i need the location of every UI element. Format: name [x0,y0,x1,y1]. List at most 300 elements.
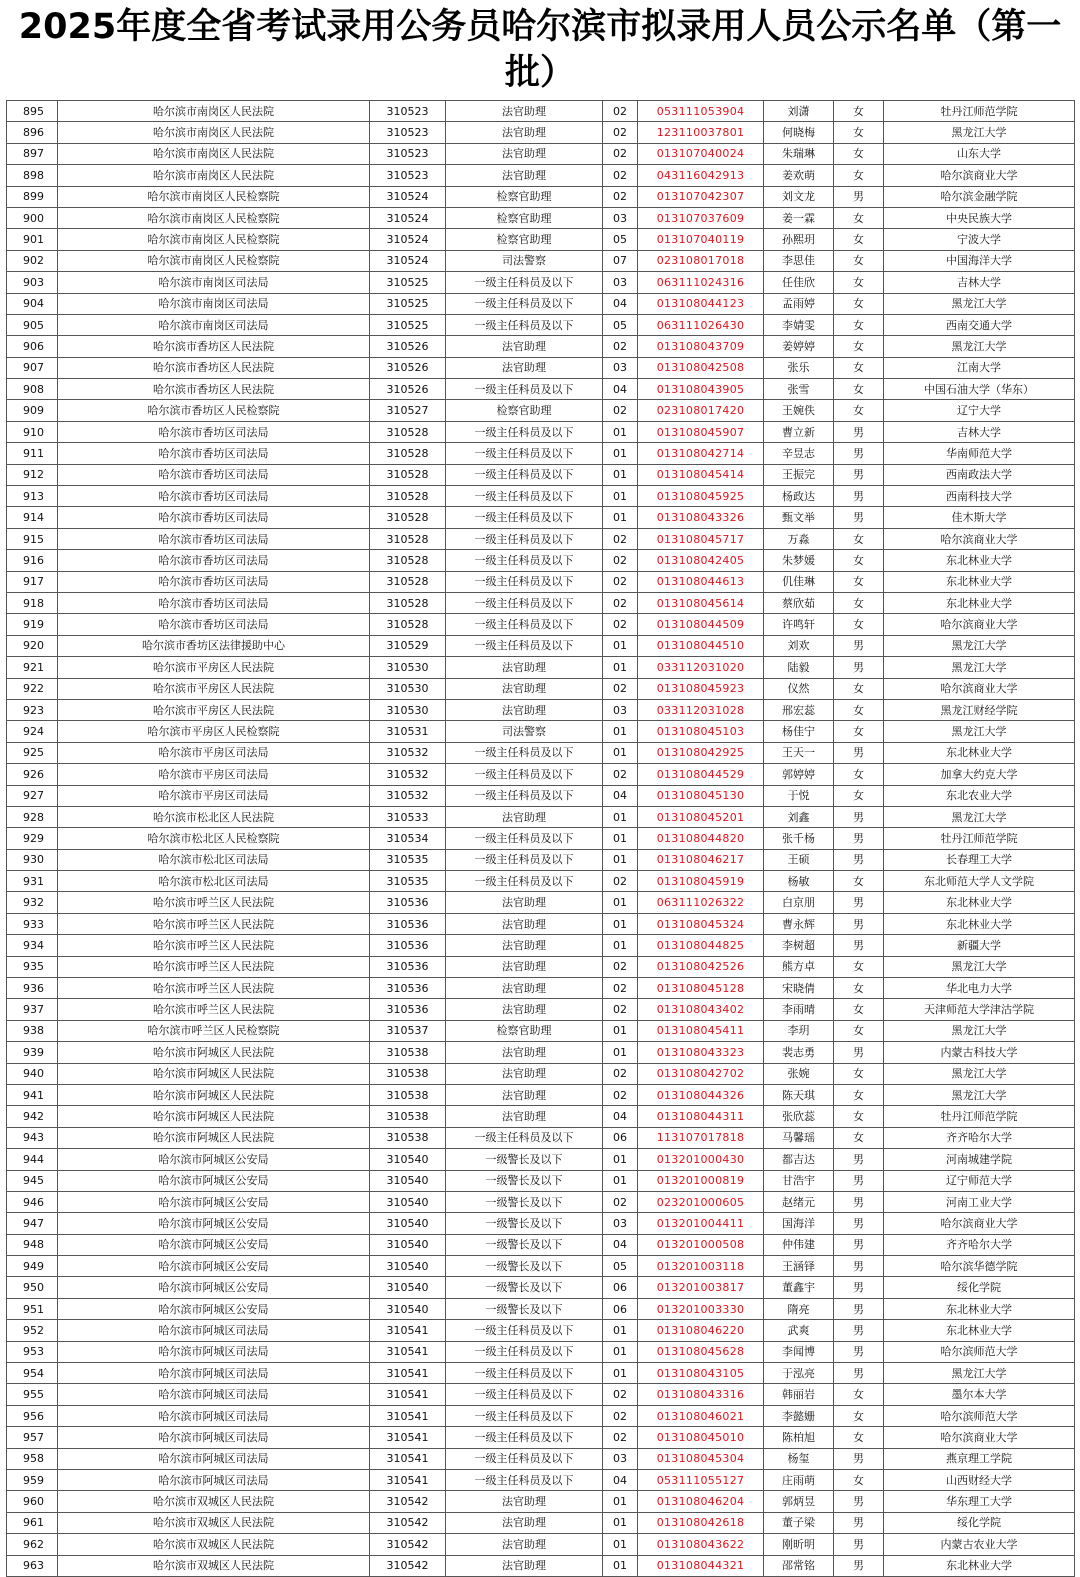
cell-quota: 02 [603,1427,638,1448]
table-row [7,1084,1075,1105]
cell-quota: 06 [603,1298,638,1319]
cell-index: 943 [7,1127,58,1148]
cell-position-code: 310528 [370,592,446,613]
cell-ticket-number: 013108043402 [638,999,764,1020]
cell-school: 吉林大学 [884,421,1075,442]
cell-school: 吉林大学 [884,272,1075,293]
cell-gender: 女 [834,143,884,164]
cell-index: 941 [7,1084,58,1105]
cell-quota: 01 [603,828,638,849]
cell-quota: 02 [603,678,638,699]
cell-index: 931 [7,871,58,892]
cell-ticket-number: 013201003330 [638,1298,764,1319]
cell-index: 948 [7,1234,58,1255]
cell-quota: 01 [603,1149,638,1170]
cell-school: 西南交通大学 [884,314,1075,335]
cell-school: 华北电力大学 [884,978,1075,999]
table-row [7,1234,1075,1255]
cell-position-code: 310528 [370,550,446,571]
cell-ticket-number: 113107017818 [638,1127,764,1148]
cell-index: 923 [7,699,58,720]
cell-position-name: 一级主任科员及以下 [446,293,603,314]
cell-ticket-number: 023108017420 [638,400,764,421]
cell-gender: 女 [834,956,884,977]
table-row [7,528,1075,549]
cell-ticket-number: 013108043709 [638,336,764,357]
cell-ticket-number: 013108046021 [638,1405,764,1426]
cell-index: 958 [7,1448,58,1469]
cell-ticket-number: 013107040024 [638,143,764,164]
cell-quota: 01 [603,721,638,742]
cell-ticket-number: 013107040119 [638,229,764,250]
cell-gender: 男 [834,1298,884,1319]
cell-gender: 女 [834,1063,884,1084]
cell-position-name: 一级主任科员及以下 [446,1320,603,1341]
cell-index: 932 [7,892,58,913]
cell-agency: 哈尔滨市南岗区人民法院 [58,143,370,164]
cell-gender: 女 [834,357,884,378]
cell-agency: 哈尔滨市阿城区公安局 [58,1191,370,1212]
cell-name: 杨政达 [764,486,834,507]
cell-agency: 哈尔滨市阿城区公安局 [58,1298,370,1319]
cell-position-name: 法官助理 [446,678,603,699]
cell-ticket-number: 013201000508 [638,1234,764,1255]
cell-school: 燕京理工学院 [884,1448,1075,1469]
cell-index: 916 [7,550,58,571]
cell-name: 刘文龙 [764,186,834,207]
cell-gender: 女 [834,1020,884,1041]
cell-index: 933 [7,913,58,934]
cell-school: 黑龙江大学 [884,1020,1075,1041]
cell-agency: 哈尔滨市阿城区人民法院 [58,1084,370,1105]
cell-quota: 01 [603,806,638,827]
cell-agency: 哈尔滨市平房区人民检察院 [58,721,370,742]
cell-position-code: 310540 [370,1213,446,1234]
cell-index: 905 [7,314,58,335]
cell-ticket-number: 013108045925 [638,486,764,507]
cell-name: 张欣蕊 [764,1106,834,1127]
cell-position-code: 310536 [370,892,446,913]
cell-position-name: 法官助理 [446,1491,603,1512]
cell-index: 957 [7,1427,58,1448]
cell-index: 904 [7,293,58,314]
cell-position-name: 司法警察 [446,250,603,271]
cell-gender: 女 [834,678,884,699]
cell-ticket-number: 013108042714 [638,443,764,464]
cell-agency: 哈尔滨市松北区人民法院 [58,806,370,827]
cell-ticket-number: 013108045201 [638,806,764,827]
cell-position-code: 310540 [370,1277,446,1298]
cell-index: 938 [7,1020,58,1041]
cell-gender: 男 [834,935,884,956]
cell-ticket-number: 013108045128 [638,978,764,999]
cell-ticket-number: 013108046220 [638,1320,764,1341]
cell-quota: 02 [603,1384,638,1405]
cell-quota: 04 [603,1470,638,1491]
cell-quota: 02 [603,122,638,143]
cell-ticket-number: 013108045919 [638,871,764,892]
cell-position-code: 310541 [370,1470,446,1491]
cell-index: 914 [7,507,58,528]
cell-agency: 哈尔滨市香坊区司法局 [58,550,370,571]
cell-position-code: 310524 [370,229,446,250]
cell-agency: 哈尔滨市双城区人民法院 [58,1491,370,1512]
cell-agency: 哈尔滨市呼兰区人民法院 [58,935,370,956]
cell-quota: 01 [603,913,638,934]
table-row [7,207,1075,228]
cell-position-code: 310530 [370,657,446,678]
cell-gender: 男 [834,1555,884,1576]
cell-agency: 哈尔滨市阿城区公安局 [58,1213,370,1234]
cell-name: 李雨晴 [764,999,834,1020]
cell-gender: 女 [834,293,884,314]
cell-school: 辽宁大学 [884,400,1075,421]
cell-index: 947 [7,1213,58,1234]
cell-position-name: 法官助理 [446,1534,603,1555]
cell-quota: 02 [603,978,638,999]
cell-name: 陈柏旭 [764,1427,834,1448]
cell-ticket-number: 013108044825 [638,935,764,956]
cell-agency: 哈尔滨市平房区人民法院 [58,678,370,699]
cell-gender: 男 [834,1277,884,1298]
cell-name: 李玥 [764,1020,834,1041]
cell-position-name: 一级主任科员及以下 [446,571,603,592]
cell-agency: 哈尔滨市香坊区司法局 [58,507,370,528]
cell-position-name: 法官助理 [446,892,603,913]
cell-index: 900 [7,207,58,228]
cell-gender: 女 [834,379,884,400]
cell-gender: 男 [834,1341,884,1362]
cell-position-code: 310526 [370,357,446,378]
cell-gender: 男 [834,913,884,934]
cell-index: 915 [7,528,58,549]
cell-position-name: 一级主任科员及以下 [446,614,603,635]
cell-name: 仪然 [764,678,834,699]
cell-index: 963 [7,1555,58,1576]
cell-gender: 男 [834,443,884,464]
cell-index: 960 [7,1491,58,1512]
cell-index: 926 [7,764,58,785]
cell-school: 哈尔滨商业大学 [884,528,1075,549]
table-row [7,186,1075,207]
cell-school: 哈尔滨金融学院 [884,186,1075,207]
cell-position-code: 310541 [370,1448,446,1469]
cell-ticket-number: 013108044510 [638,635,764,656]
cell-school: 佳木斯大学 [884,507,1075,528]
cell-agency: 哈尔滨市阿城区司法局 [58,1363,370,1384]
table-row [7,935,1075,956]
cell-position-code: 310531 [370,721,446,742]
cell-quota: 01 [603,1512,638,1533]
cell-ticket-number: 013201004411 [638,1213,764,1234]
cell-gender: 女 [834,1106,884,1127]
cell-gender: 男 [834,1213,884,1234]
cell-name: 朱瑞琳 [764,143,834,164]
cell-position-name: 法官助理 [446,1106,603,1127]
cell-position-name: 一级主任科员及以下 [446,635,603,656]
cell-quota: 01 [603,464,638,485]
cell-name: 邵常铭 [764,1555,834,1576]
cell-position-name: 法官助理 [446,1042,603,1063]
cell-position-code: 310536 [370,913,446,934]
cell-name: 李婧雯 [764,314,834,335]
cell-name: 武爽 [764,1320,834,1341]
cell-agency: 哈尔滨市阿城区公安局 [58,1234,370,1255]
cell-ticket-number: 023201000605 [638,1191,764,1212]
cell-agency: 哈尔滨市平房区人民法院 [58,657,370,678]
cell-position-name: 法官助理 [446,101,603,122]
cell-index: 961 [7,1512,58,1533]
cell-position-code: 310538 [370,1042,446,1063]
cell-index: 936 [7,978,58,999]
cell-position-code: 310541 [370,1427,446,1448]
cell-name: 于泓亮 [764,1363,834,1384]
cell-index: 899 [7,186,58,207]
cell-index: 917 [7,571,58,592]
table-row [7,1448,1075,1469]
cell-position-code: 310541 [370,1320,446,1341]
cell-name: 都吉达 [764,1149,834,1170]
cell-position-code: 310530 [370,699,446,720]
cell-index: 939 [7,1042,58,1063]
cell-agency: 哈尔滨市南岗区人民检察院 [58,250,370,271]
cell-school: 哈尔滨师范大学 [884,1405,1075,1426]
cell-name: 蔡欣茹 [764,592,834,613]
cell-position-code: 310535 [370,849,446,870]
cell-name: 仉佳琳 [764,571,834,592]
cell-position-name: 法官助理 [446,143,603,164]
table-row [7,1512,1075,1533]
cell-ticket-number: 013108044820 [638,828,764,849]
cell-agency: 哈尔滨市南岗区人民检察院 [58,207,370,228]
cell-position-name: 一级主任科员及以下 [446,1427,603,1448]
cell-ticket-number: 013108042925 [638,742,764,763]
table-row [7,1063,1075,1084]
cell-name: 邢宏蕊 [764,699,834,720]
cell-position-code: 310528 [370,443,446,464]
cell-school: 河南工业大学 [884,1191,1075,1212]
cell-quota: 01 [603,507,638,528]
cell-quota: 02 [603,1063,638,1084]
cell-gender: 女 [834,250,884,271]
cell-quota: 01 [603,1491,638,1512]
cell-position-name: 法官助理 [446,999,603,1020]
cell-gender: 女 [834,1405,884,1426]
cell-ticket-number: 013201000430 [638,1149,764,1170]
cell-position-code: 310524 [370,207,446,228]
cell-school: 东北林业大学 [884,1320,1075,1341]
cell-index: 934 [7,935,58,956]
cell-school: 东北农业大学 [884,785,1075,806]
cell-index: 903 [7,272,58,293]
cell-school: 东北林业大学 [884,892,1075,913]
cell-school: 牡丹江师范学院 [884,1106,1075,1127]
cell-agency: 哈尔滨市香坊区司法局 [58,528,370,549]
cell-agency: 哈尔滨市香坊区司法局 [58,486,370,507]
cell-school: 河南城建学院 [884,1149,1075,1170]
cell-gender: 女 [834,1084,884,1105]
table-row [7,122,1075,143]
cell-ticket-number: 013108043622 [638,1534,764,1555]
cell-position-code: 310528 [370,528,446,549]
cell-gender: 女 [834,1470,884,1491]
cell-position-name: 检察官助理 [446,229,603,250]
cell-school: 东北林业大学 [884,571,1075,592]
cell-quota: 04 [603,1234,638,1255]
cell-index: 953 [7,1341,58,1362]
cell-position-code: 310540 [370,1234,446,1255]
cell-quota: 05 [603,229,638,250]
cell-agency: 哈尔滨市阿城区人民法院 [58,1042,370,1063]
cell-school: 黑龙江大学 [884,336,1075,357]
cell-quota: 06 [603,1127,638,1148]
table-row [7,1149,1075,1170]
cell-school: 黑龙江财经学院 [884,699,1075,720]
cell-quota: 02 [603,956,638,977]
cell-agency: 哈尔滨市阿城区司法局 [58,1341,370,1362]
cell-name: 韩丽岩 [764,1384,834,1405]
table-row [7,101,1075,122]
cell-school: 哈尔滨商业大学 [884,1427,1075,1448]
cell-name: 裴志勇 [764,1042,834,1063]
cell-school: 黑龙江大学 [884,806,1075,827]
cell-ticket-number: 013108042508 [638,357,764,378]
cell-index: 935 [7,956,58,977]
cell-position-name: 法官助理 [446,806,603,827]
table-row [7,764,1075,785]
cell-ticket-number: 013108045414 [638,464,764,485]
cell-school: 新疆大学 [884,935,1075,956]
cell-school: 黑龙江大学 [884,1363,1075,1384]
cell-gender: 男 [834,1042,884,1063]
cell-ticket-number: 013108042405 [638,550,764,571]
cell-quota: 01 [603,421,638,442]
cell-ticket-number: 053111055127 [638,1470,764,1491]
cell-position-code: 310537 [370,1020,446,1041]
cell-ticket-number: 013108045923 [638,678,764,699]
cell-quota: 02 [603,101,638,122]
cell-position-code: 310527 [370,400,446,421]
cell-quota: 01 [603,1341,638,1362]
cell-school: 绥化学院 [884,1512,1075,1533]
cell-index: 928 [7,806,58,827]
cell-ticket-number: 013108045411 [638,1020,764,1041]
table-row [7,379,1075,400]
cell-index: 956 [7,1405,58,1426]
cell-gender: 女 [834,1384,884,1405]
cell-position-code: 310535 [370,871,446,892]
cell-position-code: 310536 [370,978,446,999]
cell-agency: 哈尔滨市南岗区人民检察院 [58,229,370,250]
cell-position-name: 检察官助理 [446,400,603,421]
cell-index: 955 [7,1384,58,1405]
cell-ticket-number: 013107037609 [638,207,764,228]
cell-index: 944 [7,1149,58,1170]
cell-agency: 哈尔滨市阿城区公安局 [58,1149,370,1170]
table-row [7,1256,1075,1277]
table-row [7,1106,1075,1127]
cell-index: 937 [7,999,58,1020]
cell-gender: 女 [834,314,884,335]
cell-position-name: 检察官助理 [446,186,603,207]
cell-index: 922 [7,678,58,699]
cell-quota: 02 [603,571,638,592]
cell-agency: 哈尔滨市阿城区司法局 [58,1320,370,1341]
cell-ticket-number: 013108045324 [638,913,764,934]
table-row [7,1127,1075,1148]
table-row [7,357,1075,378]
cell-name: 孟雨婷 [764,293,834,314]
cell-agency: 哈尔滨市阿城区人民法院 [58,1106,370,1127]
cell-position-name: 一级警长及以下 [446,1298,603,1319]
table-row [7,721,1075,742]
cell-index: 896 [7,122,58,143]
cell-position-name: 法官助理 [446,165,603,186]
cell-index: 897 [7,143,58,164]
cell-gender: 女 [834,400,884,421]
cell-quota: 03 [603,1448,638,1469]
cell-quota: 02 [603,336,638,357]
cell-school: 西南科技大学 [884,486,1075,507]
cell-position-code: 310538 [370,1127,446,1148]
cell-index: 895 [7,101,58,122]
cell-quota: 03 [603,207,638,228]
cell-index: 940 [7,1063,58,1084]
cell-position-code: 310530 [370,678,446,699]
cell-ticket-number: 013108044529 [638,764,764,785]
cell-gender: 女 [834,1127,884,1148]
cell-gender: 男 [834,486,884,507]
cell-agency: 哈尔滨市阿城区人民法院 [58,1063,370,1084]
cell-agency: 哈尔滨市南岗区人民法院 [58,122,370,143]
cell-quota: 02 [603,592,638,613]
cell-position-code: 310524 [370,186,446,207]
cell-position-code: 310528 [370,571,446,592]
cell-ticket-number: 013108045628 [638,1341,764,1362]
cell-agency: 哈尔滨市呼兰区人民法院 [58,892,370,913]
cell-school: 哈尔滨商业大学 [884,614,1075,635]
cell-gender: 女 [834,336,884,357]
cell-position-code: 310542 [370,1512,446,1533]
cell-gender: 男 [834,1170,884,1191]
cell-position-name: 一级主任科员及以下 [446,464,603,485]
cell-agency: 哈尔滨市南岗区人民法院 [58,101,370,122]
cell-gender: 女 [834,550,884,571]
cell-position-code: 310541 [370,1384,446,1405]
cell-position-code: 310533 [370,806,446,827]
table-row [7,550,1075,571]
cell-ticket-number: 023108017018 [638,250,764,271]
cell-name: 刘欢 [764,635,834,656]
cell-position-code: 310525 [370,272,446,293]
cell-quota: 02 [603,999,638,1020]
cell-gender: 男 [834,1149,884,1170]
cell-name: 陆毅 [764,657,834,678]
cell-agency: 哈尔滨市阿城区司法局 [58,1427,370,1448]
cell-quota: 02 [603,1405,638,1426]
cell-agency: 哈尔滨市呼兰区人民法院 [58,999,370,1020]
cell-ticket-number: 013108042702 [638,1063,764,1084]
cell-position-name: 一级主任科员及以下 [446,785,603,806]
cell-position-code: 310528 [370,507,446,528]
cell-school: 华东理工大学 [884,1491,1075,1512]
cell-gender: 男 [834,464,884,485]
cell-agency: 哈尔滨市平房区司法局 [58,764,370,785]
cell-quota: 01 [603,935,638,956]
cell-gender: 男 [834,1534,884,1555]
cell-school: 黑龙江大学 [884,122,1075,143]
cell-position-name: 一级主任科员及以下 [446,1405,603,1426]
